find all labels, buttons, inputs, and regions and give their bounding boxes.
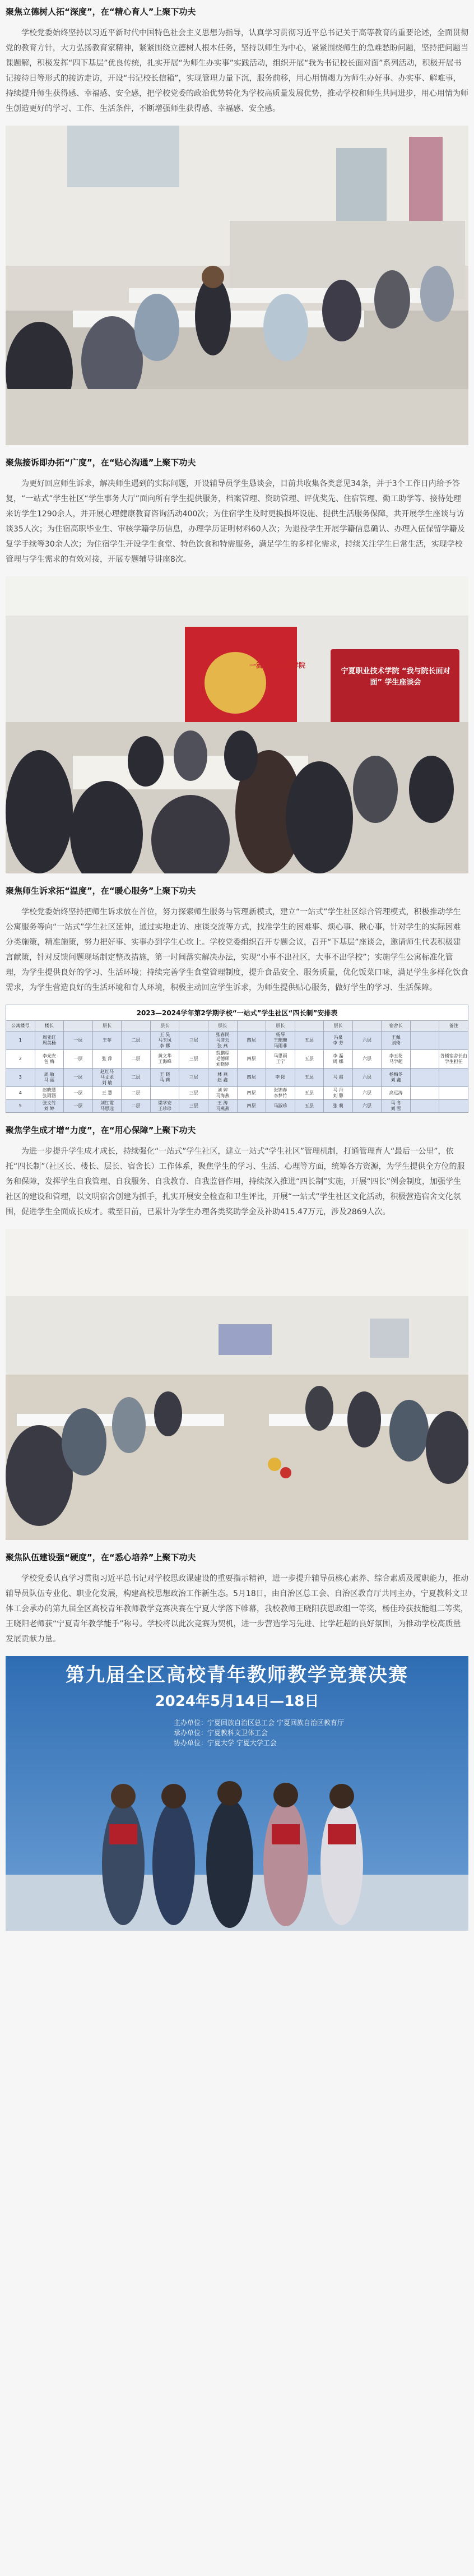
table-cell: 三层: [179, 1069, 208, 1087]
table-header-cell: [122, 1021, 151, 1032]
table-cell: 五层: [295, 1069, 324, 1087]
table-header-cell: 公寓楼号: [6, 1021, 35, 1032]
section-paragraph: 为更好回应师生诉求，解决师生遇到的实际问题，开设辅导员学生恳谈会，目前共收集各类意见34条，并于3个工作日内给予答复，“一站式”学生社区“学生事务大厅”面向所有学生提供服务，档案管理、资助管理、评优奖先、住宿管理、勤工助学等、接待处理来访学生1290余人，并开展心理健康教育咨询活动400次；为住宿学生及时更换损坏设施、提供生活服务保障，共开展学生座谈与访谈35人次；为住宿高职毕业生、审核学籍学历信息，办理学历证明材料60人次；为退役学生开展学籍信息确认、办理入伍保留学籍及复学手续等30余人次；为住宿学生开设学生食堂、特色饮食和特需服务，满足学生的多样化需求，持续关注学生日常生活，实现学校管理与学生需求的有效对接，开展专题辅导讲座8次。: [6, 479, 465, 564]
photo-award-ceremony: [6, 1656, 468, 1931]
table-cell: 刘 婷 马海燕: [208, 1087, 237, 1100]
table-cell: 杨琴 王珊珊 马雨菲: [266, 1032, 295, 1050]
schedule-table: [6, 1020, 468, 1113]
table-cell: 冯泉 李 芳: [324, 1032, 353, 1050]
table-header-cell: [237, 1021, 266, 1032]
table-cell: 马 冬 刘 雪: [382, 1100, 411, 1113]
table-cell: [410, 1032, 439, 1050]
table-cell: 贺鹏程 毛德辉 刘晓婷: [208, 1050, 237, 1069]
schedule-table-caption: 2023—2024学年第2学期学校“一站式”学生社区“四长制”安排表: [6, 1005, 468, 1020]
table-cell: 杨梅冬 刘 鑫: [382, 1069, 411, 1087]
table-row: [6, 1032, 468, 1050]
section-paragraph: 为进一步提升学生成才成长，持续强化“一站式”学生社区，建立一站式“学生社区”管理机制，打通管理育人“最后一公里”，依托“四长制”（社区长、楼长、层长、宿舍长）工作体系，聚焦学生的学习、生活、心理等方面，统筹各方资源，为学生提供全方位的服务和保障，发挥学生自我管理、自我服务、自我教育、自我监督作用，持续深入推进“四长制”实施，开展“四长”例会制度，加强学生社区的建设和管理，以文明宿舍创建为抓手，扎实开展安全检查和卫生评比，开展“一站式”学生社区文化活动，积极营造宿舍文化氛围，促进学生全面成长成才。截至目前，已累计为学生办理各类奖助学金及补助415.47万元，涉及2869人次。: [6, 1147, 465, 1217]
photo-student-forum: [6, 576, 468, 873]
table-cell: 马思雨 王宁: [266, 1050, 295, 1069]
table-cell: 五层: [295, 1050, 324, 1069]
table-cell: 张 萍: [92, 1050, 122, 1069]
table-header-cell: 楼长: [35, 1021, 64, 1032]
table-header-cell: 层长: [92, 1021, 122, 1032]
table-cell: 王 慧: [92, 1087, 122, 1100]
article-page: [6, 0, 468, 1931]
table-header-cell: 层长: [208, 1021, 237, 1032]
table-cell: 王 晓 马 莉: [150, 1069, 179, 1087]
table-row: [6, 1087, 468, 1100]
table-header-cell: [410, 1021, 439, 1032]
table-cell: 王菲: [92, 1032, 122, 1050]
table-cell: 二层: [122, 1069, 151, 1087]
table-cell: 二层: [122, 1100, 151, 1113]
table-cell: 周亚红 周美杨: [35, 1032, 64, 1050]
table-cell: 王 涛 马燕燕: [208, 1100, 237, 1113]
table-cell: 六层: [352, 1087, 382, 1100]
table-cell: 四层: [237, 1100, 266, 1113]
table-cell: 高远涛: [382, 1087, 411, 1100]
table-cell: 马淑珍: [266, 1100, 295, 1113]
table-cell: 刘红霞 马思远: [92, 1100, 122, 1113]
table-header-cell: 备注: [439, 1021, 468, 1032]
table-cell: [439, 1069, 468, 1087]
banner-org-host: 主办单位：宁夏回族自治区总工会 宁夏回族自治区教育厅: [174, 1719, 344, 1727]
table-cell: 张 莉: [324, 1100, 353, 1113]
table-cell: 三层: [179, 1050, 208, 1069]
table-header-cell: [295, 1021, 324, 1032]
table-cell: 三层: [179, 1087, 208, 1100]
table-cell: 3: [6, 1069, 35, 1087]
table-cell: 李 磊 周 娜: [324, 1050, 353, 1069]
table-cell: 王佩 刘琦: [382, 1032, 411, 1050]
section-paragraph: 学校党委始终坚持以习近平新时代中国特色社会主义思想为指导，认真学习贯彻习近平总书记关于高等教育的重要论述，全面贯彻党的教育方针，大力弘扬教育家精神，紧紧围绕立德树人根本任务，坚持以师生为中心，紧紧围绕师生的急难愁盼问题，坚持把问题当课题解，积极发挥“四下基层”优良传统，扎实开展“为师生办实事”实践活动，组织开展“我为书记校长面对面”系列活动，积极开展书记接待日等形式的接访走访，开设“书记校长信箱”，实现管理力量下沉，服务前移，用心用情竭力为师生办好事、办实事、解难事，持续提升师生获得感、幸福感、安全感，把学校党委的政治优势转化为学校高质量发展优势，推动学校和师生共同进步，用心用情为师生创造更好的学习、工作、生活条件，不断增强师生获得感、幸福感、安全感。: [6, 29, 468, 113]
table-header-cell: 层长: [266, 1021, 295, 1032]
table-cell: 一层: [64, 1069, 93, 1087]
table-cell: [410, 1050, 439, 1069]
table-cell: 一层: [64, 1100, 93, 1113]
photo-classroom-workshop: [6, 126, 468, 445]
table-cell: 李光安 包 梅: [35, 1050, 64, 1069]
table-cell: 赵晓慧 张雨涵: [35, 1087, 64, 1100]
table-cell: 五层: [295, 1087, 324, 1100]
table-cell: 各楼宿舍长由学生担任: [439, 1050, 468, 1069]
section-paragraph: 学校党委始终坚持把师生诉求放在首位，努力探索师生服务与管理新模式，建立“一站式”学生社区综合管理模式，积极推动学生公寓服务等向“一站式”学生社区延伸，通过实地走访、座谈交流等方式，找准学生的困难事、烦心事、揪心事，针对学生的实际困难分类施策，精准施策，努力把好事、实事办到学生心坎上。学校党委组织召开专题会议，召开“下基层”座谈会，邀请师生代表积极建言献策，针对反馈问题现场制定整改措施，第一时间落实解决办法，实现“小事不出社区，大事不出学校”；实施学生公寓标准化管理，为学生提供良好的学习、生活环境；持续完善学生食堂管理制度，提升食品安全、服务质量，优化饭菜口味，满足学生多样化饮食需求，为学生营造良好的生活环境和育人环境，积极主动回应学生诉求，为师生提供贴心服务，做好学生的学习、生活保障。: [6, 908, 468, 992]
section-paragraph: 学校党委认真学习贯彻习近平总书记对学校思政课建设的重要指示精神，进一步提升辅导员核心素养、综合素质及履职能力，推动辅导员队伍专业化、职业化发展，构建高校思想政治工作新生态。5月18日，由自治区总工会、自治区教育厅共同主办，宁夏教科文卫体工会承办的第九届全区高校青年教师教学竞赛决赛在宁夏大学落下帷幕，我校教师王晓阳获思政组一等奖，杨佳玲获技能组二等奖，王晓阳老师获“宁夏青年教学能手”称号。学校将以此次竞赛为契机，进一步营造学习先进、比学赶超的良好氛围，为推动学校高质量发展贡献力量。: [6, 1574, 468, 1644]
table-cell: 2: [6, 1050, 35, 1069]
table-cell: 五层: [295, 1032, 324, 1050]
table-row: [6, 1069, 468, 1087]
table-header-cell: 层长: [324, 1021, 353, 1032]
banner-date: 2024年5月14日—18日: [155, 1693, 319, 1710]
table-cell: 梁学安 王珍珍: [150, 1100, 179, 1113]
table-cell: 三层: [179, 1100, 208, 1113]
table-cell: 二层: [122, 1050, 151, 1069]
table-cell: 马 霞: [324, 1069, 353, 1087]
banner-title: 第九届全区高校青年教师教学竞赛决赛: [66, 1664, 408, 1686]
photo-training-room: [6, 1229, 468, 1540]
table-cell: 六层: [352, 1050, 382, 1069]
table-header-cell: [352, 1021, 382, 1032]
table-header-row: [6, 1021, 468, 1032]
table-cell: 1: [6, 1032, 35, 1050]
table-cell: [150, 1087, 179, 1100]
table-cell: 六层: [352, 1100, 382, 1113]
section-heading: 聚焦师生诉求拓“温度”，在“暖心服务”上聚下功夫: [6, 886, 196, 896]
table-cell: 五层: [295, 1100, 324, 1113]
table-cell: [439, 1087, 468, 1100]
table-cell: 二层: [122, 1087, 151, 1100]
table-cell: 四层: [237, 1050, 266, 1069]
table-cell: 二层: [122, 1032, 151, 1050]
table-cell: 一层: [64, 1050, 93, 1069]
table-cell: 三层: [179, 1032, 208, 1050]
table-cell: 马 丹 刘 馨: [324, 1087, 353, 1100]
banner-org-organizer: 承办单位：宁夏教科文卫体工会: [174, 1729, 268, 1737]
table-header-cell: 层长: [150, 1021, 179, 1032]
forum-screen-title: 宁夏职业技术学院 “我与院长面对面” 学生座谈会: [341, 667, 450, 687]
table-cell: [410, 1087, 439, 1100]
banner-org-coorganizer: 协办单位：宁夏大学 宁夏大学工会: [174, 1739, 277, 1747]
table-cell: 4: [6, 1087, 35, 1100]
table-cell: 林 燕 赵 鑫: [208, 1069, 237, 1087]
table-header-cell: 宿舍长: [382, 1021, 411, 1032]
schedule-table-body: [6, 1032, 468, 1113]
section-heading: 聚焦队伍建设强“硬度”，在“悉心培养”上聚下功夫: [6, 1552, 196, 1562]
section-heading: 聚焦学生成才增“力度”，在“用心保障”上聚下功夫: [6, 1125, 196, 1135]
section-heading: 聚焦接诉即办拓“广度”，在“贴心沟通”上聚下功夫: [6, 457, 196, 468]
table-cell: [439, 1100, 468, 1113]
table-cell: 王 昊 马玉凤 李 娜: [150, 1032, 179, 1050]
table-header-cell: [64, 1021, 93, 1032]
table-cell: 李 阳: [266, 1069, 295, 1087]
forum-slogan: 一流党建 一流学院: [249, 662, 306, 669]
table-row: [6, 1100, 468, 1113]
table-cell: 四层: [237, 1032, 266, 1050]
table-cell: 黄文华 王海峰: [150, 1050, 179, 1069]
table-header-cell: [179, 1021, 208, 1032]
table-cell: 四层: [237, 1069, 266, 1087]
schedule-table-wrap: [6, 1005, 468, 1113]
section-heading: 聚焦立德树人拓“深度”，在“精心育人”上聚下功夫: [6, 7, 196, 17]
table-cell: 张文竹 刘 婷: [35, 1100, 64, 1113]
table-cell: 四层: [237, 1087, 266, 1100]
table-cell: 张春民 马彦云 张 燕: [208, 1032, 237, 1050]
table-cell: 六层: [352, 1032, 382, 1050]
table-cell: 一层: [64, 1087, 93, 1100]
table-cell: 5: [6, 1100, 35, 1113]
table-cell: 张锦春 李梦竹: [266, 1087, 295, 1100]
table-cell: 李玉花 马学超: [382, 1050, 411, 1069]
table-cell: [410, 1100, 439, 1113]
table-cell: 赵红马 马文龙 刘 敏: [92, 1069, 122, 1087]
table-cell: 六层: [352, 1069, 382, 1087]
table-cell: 周 敏 马 丽: [35, 1069, 64, 1087]
table-cell: 一层: [64, 1032, 93, 1050]
table-row: [6, 1050, 468, 1069]
table-cell: [439, 1032, 468, 1050]
table-cell: [410, 1069, 439, 1087]
